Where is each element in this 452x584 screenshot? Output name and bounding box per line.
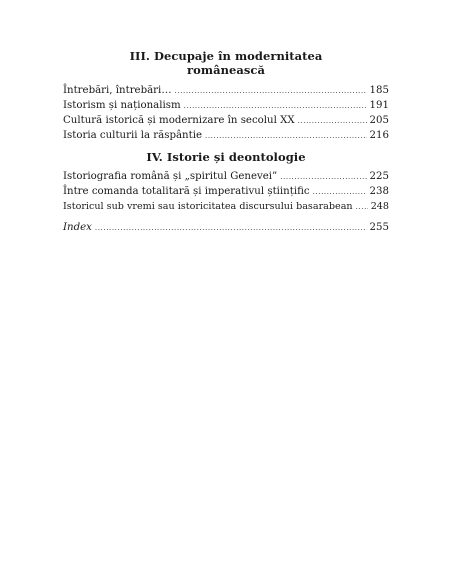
toc-entry-page: 191: [369, 100, 389, 111]
toc-entry-page: 185: [369, 85, 389, 96]
toc-entry-page: 255: [369, 222, 389, 233]
toc-entry-page: 225: [369, 171, 389, 182]
toc-entry-page: 216: [369, 130, 389, 141]
toc-entry: [63, 84, 389, 98]
toc-entry: [63, 114, 389, 128]
toc-entry: [63, 170, 389, 184]
section-3-title-line2: românească: [187, 63, 265, 77]
toc-entry-title: Istoria culturii la răspântie: [63, 130, 203, 141]
toc-entry: [63, 99, 389, 113]
toc-entry: [63, 185, 389, 199]
toc-entry-title: Istoriografia română și „spiritul Genevei”: [63, 171, 278, 182]
dot-leader: [280, 170, 366, 184]
toc-entry-page: 248: [370, 201, 389, 212]
toc-entry-index: [63, 221, 389, 235]
dot-leader: [313, 185, 367, 199]
toc-entry: [63, 129, 389, 143]
dot-leader: [205, 129, 367, 143]
toc-entry-title: Întrebări, întrebări…: [63, 85, 172, 96]
dot-leader: [175, 84, 367, 98]
toc-entry-title: Istoricul sub vremi sau istoricitatea discursului basarabean: [63, 201, 353, 212]
toc-entry: [63, 200, 389, 214]
toc-entry-page: 205: [369, 115, 389, 126]
toc-entry-title: Istorism și naționalism: [63, 100, 181, 111]
toc-entry-title: Cultură istorică și modernizare în secolul XX: [63, 115, 295, 126]
toc-entry-page: 238: [369, 186, 389, 197]
section-3-title-line1: III. Decupaje în modernitatea: [129, 49, 323, 63]
dot-leader: [298, 114, 367, 128]
toc-entry-title: Index: [63, 222, 92, 233]
dot-leader: [356, 200, 368, 214]
toc-entry-title: Între comanda totalitară și imperativul științific: [63, 186, 310, 197]
dot-leader: [184, 99, 367, 113]
dot-leader: [95, 221, 367, 235]
section-4-title: IV. Istorie și deontologie: [146, 150, 306, 164]
